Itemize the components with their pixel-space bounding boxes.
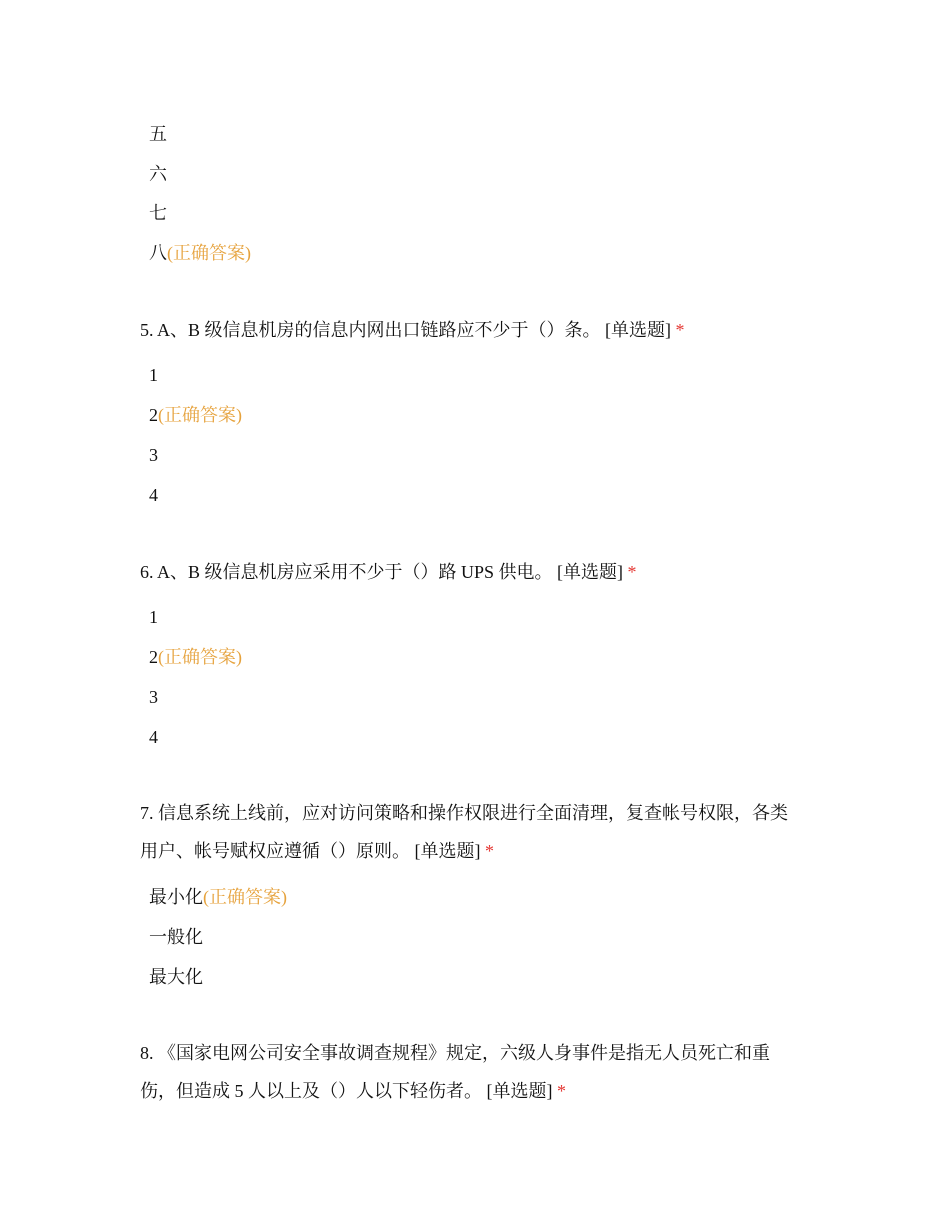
q6-option-3[interactable]: [149, 687, 158, 707]
option-label: 八: [149, 243, 167, 263]
q4-option-1[interactable]: [149, 124, 167, 144]
required-asterisk: *: [627, 562, 637, 582]
option-label: 4: [149, 727, 158, 747]
q6-question: [140, 562, 637, 582]
correct-answer-marker: (正确答案): [158, 405, 242, 425]
correct-answer-marker: (正确答案): [167, 243, 251, 263]
question-text: 5. A、B 级信息机房的信息内网出口链路应不少于（）条。: [140, 320, 601, 340]
q6-option-1[interactable]: [149, 607, 158, 627]
correct-answer-marker: (正确答案): [158, 647, 242, 667]
q5-option-4[interactable]: [149, 485, 158, 505]
q8-question-line2: [140, 1081, 566, 1101]
question-type: [单选题]: [605, 320, 672, 340]
q7-option-1[interactable]: [149, 887, 287, 907]
option-label: 3: [149, 687, 158, 707]
q7-option-2[interactable]: [149, 927, 203, 947]
option-label: 最大化: [149, 967, 203, 987]
option-label: 六: [149, 164, 167, 184]
q7-question-line1: [140, 803, 788, 823]
q6-option-4[interactable]: [149, 727, 158, 747]
question-text: 伤，但造成 5 人以上及（）人以下轻伤者。: [140, 1081, 482, 1101]
required-asterisk: *: [485, 841, 494, 861]
question-text: 用户、帐号赋权应遵循（）原则。: [140, 841, 410, 861]
q5-option-2[interactable]: [149, 405, 242, 425]
q8-question-line1: [140, 1043, 770, 1063]
question-text: 7. 信息系统上线前，应对访问策略和操作权限进行全面清理，复查帐号权限，各类: [140, 803, 788, 823]
q7-question-line2: [140, 841, 494, 861]
q5-option-3[interactable]: [149, 445, 158, 465]
q4-option-2[interactable]: [149, 164, 167, 184]
option-label: 3: [149, 445, 158, 465]
option-label: 五: [149, 124, 167, 144]
option-label: 一般化: [149, 927, 203, 947]
correct-answer-marker: (正确答案): [203, 887, 287, 907]
required-asterisk: *: [675, 320, 685, 340]
option-label: 2: [149, 405, 158, 425]
question-text: 6. A、B 级信息机房应采用不少于（）路 UPS 供电。: [140, 562, 553, 582]
required-asterisk: *: [557, 1081, 566, 1101]
q4-option-3[interactable]: [149, 203, 167, 223]
question-text: 8. 《国家电网公司安全事故调查规程》规定，六级人身事件是指无人员死亡和重: [140, 1043, 770, 1063]
option-label: 最小化: [149, 887, 203, 907]
question-type: [单选题]: [414, 841, 481, 861]
option-label: 2: [149, 647, 158, 667]
question-type: [单选题]: [486, 1081, 553, 1101]
q7-option-3[interactable]: [149, 967, 203, 987]
question-type: [单选题]: [557, 562, 624, 582]
q5-option-1[interactable]: [149, 365, 158, 385]
q4-option-4[interactable]: [149, 243, 251, 263]
q6-option-2[interactable]: [149, 647, 242, 667]
option-label: 1: [149, 607, 158, 627]
q5-question: [140, 320, 685, 340]
option-label: 七: [149, 203, 167, 223]
option-label: 4: [149, 485, 158, 505]
option-label: 1: [149, 365, 158, 385]
